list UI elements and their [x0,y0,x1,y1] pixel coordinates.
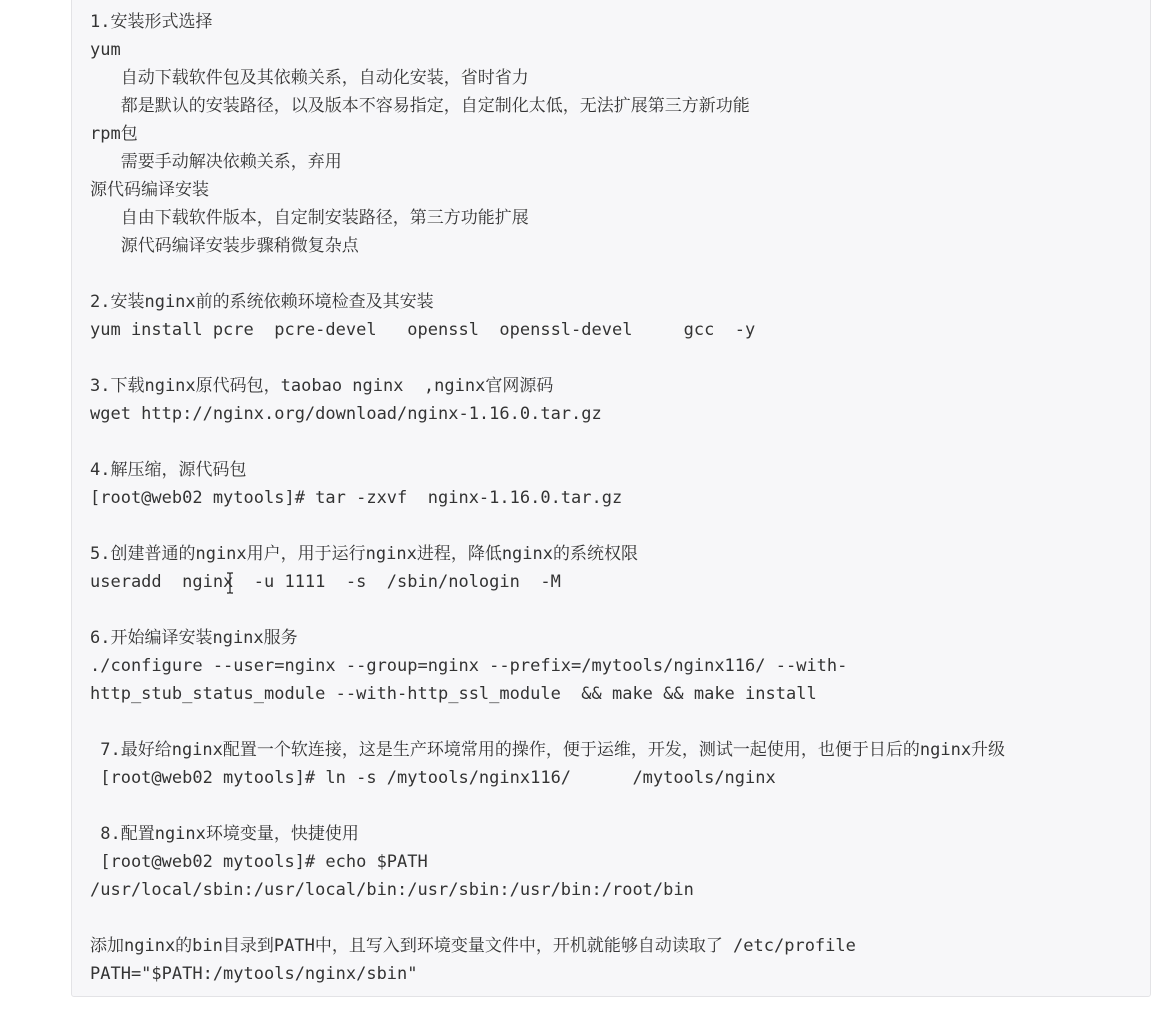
code-line: [root@web02 mytools]# echo $PATH [90,852,428,872]
code-line: 8.配置nginx环境变量，快捷使用 [90,824,359,844]
code-line: 自由下载软件版本，自定制安装路径，第三方功能扩展 [90,208,529,228]
code-line: PATH="$PATH:/mytools/nginx/sbin" [90,964,418,984]
code-line: 添加nginx的bin目录到PATH中，且写入到环境变量文件中，开机就能够自动读取了 /etc/profile [90,936,856,956]
code-line: rpm包 [90,124,138,144]
code-line: 都是默认的安装路径，以及版本不容易指定，自定制化太低，无法扩展第三方新功能 [90,96,750,116]
code-line: 源代码编译安装 [90,180,209,200]
code-line: yum install pcre pcre-devel openssl openssl-devel gcc -y [90,320,756,340]
code-line: 3.下载nginx原代码包，taobao nginx ,nginx官网源码 [90,376,554,396]
code-line: yum [90,40,121,60]
code-line: wget http://nginx.org/download/nginx-1.16.0.tar.gz [90,404,602,424]
code-line: ./configure --user=nginx --group=nginx --prefix=/mytools/nginx116/ --with- [90,656,848,676]
code-line: [root@web02 mytools]# ln -s /mytools/nginx116/ /mytools/nginx [90,768,776,788]
code-line: useradd nginx -u 1111 -s /sbin/nologin -M [90,572,561,592]
code-line: 需要手动解决依赖关系，弃用 [90,152,342,172]
code-line: 源代码编译安装步骤稍微复杂点 [90,236,359,256]
code-line: 7.最好给nginx配置一个软连接，这是生产环境常用的操作，便于运维，开发，测试一起使用，也便于日后的nginx升级 [90,740,1006,760]
code-line: 5.创建普通的nginx用户，用于运行nginx进程，降低nginx的系统权限 [90,544,638,564]
code-line: 4.解压缩，源代码包 [90,460,247,480]
code-line: 自动下载软件包及其依赖关系，自动化安装，省时省力 [90,68,529,88]
code-line: 6.开始编译安装nginx服务 [90,628,298,648]
code-block [71,0,1151,997]
code-line: /usr/local/sbin:/usr/local/bin:/usr/sbin:/usr/bin:/root/bin [90,880,694,900]
code-line: 1.安装形式选择 [90,12,213,32]
code-line: [root@web02 mytools]# tar -zxvf nginx-1.16.0.tar.gz [90,488,623,508]
code-line: 2.安装nginx前的系统依赖环境检查及其安装 [90,292,434,312]
code-line: http_stub_status_module --with-http_ssl_module && make && make install [90,684,817,704]
